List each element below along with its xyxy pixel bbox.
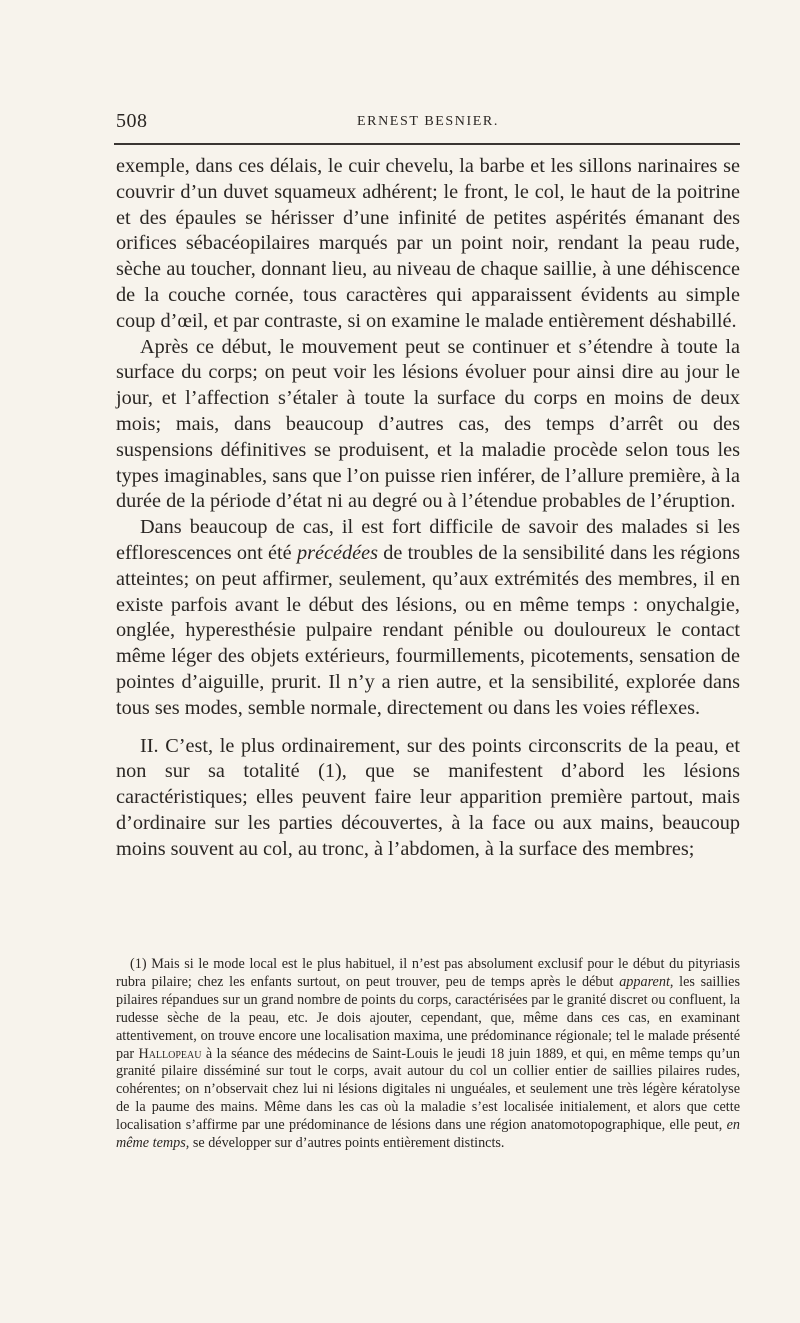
footnote-text-a: (1) Mais si le mode local est le plus habituel, il n’est pas absolument exclusif pour le début du pityriasis rubra pilaire; chez les enfants surtout, on peut trouver, peu de temps après le début: [116, 956, 740, 990]
paragraph-4: II. C’est, le plus ordinairement, sur des points circonscrits de la peau, et non sur sa totalité (1), que se manifestent d’abord les lésions caractéristiques; elles peuvent faire leur apparition première partout, mais d’ordinaire sur les parties découvertes, à la face ou aux mains, beaucoup moins souvent au col, au tronc, à l’abdomen, à la surface des membres;: [116, 734, 740, 860]
paragraph-2: Après ce début, le mouvement peut se continuer et s’étendre à toute la surface du corps; on peut voir les lésions évoluer pour ainsi dire au jour le jour, et l’affection s’étaler à toute la surface du corps en moins de deux mois; mais, dans beaucoup d’autres cas, des temps d’arrêt ou des suspensions définitives se produisent, et la maladie procède selon tous les types imaginables, sans que l’on puisse rien inférer, de l’allure première, à la durée de la période d’état ni au degré ou à l’étendue probables de l’éruption.: [116, 335, 740, 513]
page-number: 508: [116, 110, 148, 132]
paragraph-1: exemple, dans ces délais, le cuir chevelu, la barbe et les sillons narinaires se couvrir d’un duvet squameux adhérent; le front, le col, le haut de la poitrine et des épaules se hérisser d’une infinité de petites aspérités émanant des orifices sébacéopilaires marqués par un point noir, rendant la peau rude, sèche au toucher, donnant lieu, au niveau de chaque saillie, à une déhiscence de la couche cornée, tous caractères qui apparaissent évidents au simple coup d’œil, et par contraste, si on examine le malade entièrement déshabillé.: [116, 155, 740, 332]
footnotes: [116, 956, 740, 1153]
footnote-emphasis-1: apparent: [619, 973, 670, 990]
paragraph-3: [116, 515, 740, 721]
page-header: [116, 110, 740, 134]
running-title: ERNEST BESNIER.: [357, 114, 499, 129]
header-rule: [114, 143, 740, 145]
footnote-text-d: se développer sur d’autres points entièrement distincts.: [189, 1135, 505, 1152]
paragraph-3-text-a: Dans beaucoup de cas, il est fort difficile de savoir des malades si les efflorescences ont été: [116, 516, 740, 564]
paragraph-3-text-b: de troubles de la sensibilité dans les régions atteintes; on peut affirmer, seulement, qu’aux extrémités des membres, il en existe parfois avant le début des lésions, ou en même temps : onychalgie, onglée, hyperesthésie pulpaire rendant pénible ou douloureux le contact même léger des objets extérieurs, fourmillements, picotements, sensation de pointes d’aiguille, prurit. Il n’y a rien autre, et la sensibilité, explorée dans tous ses modes, semble normale, directement ou dans les voies réflexes.: [116, 541, 740, 719]
paragraph-3-emphasis: précédées: [296, 541, 379, 564]
footnote-text-c: à la séance des médecins de Saint-Louis le jeudi 18 juin 1889, et qui, en même temps qu’un granité pilaire disséminé sur tout le corps, avait autour du col un collier entier de saillies pilaires rudes, cohérentes; on n’observait chez lui ni lésions digitales ni unguéales, et seulement une très légère kératolyse de la paume des mains. Même dans les cas où la maladie s’est localisée initialement, et alors que cette localisation s’affirme par une prédominance de lésions dans une région anatomotopographique, elle peut,: [116, 1045, 740, 1134]
footnote-1: [116, 956, 740, 1153]
footnote-author-name: Hallopeau: [138, 1045, 202, 1062]
footnote-text-b: , les saillies pilaires répandues sur un grand nombre de points du corps, caractérisées par le granité discret ou confluent, la rudesse sèche de la peau, etc. Je dois ajouter, cependant, que, même dans ces cas, en examinant attentivement, on trouve encore une localisation maxima, une prédominance régionale; tel le malade présenté par: [116, 973, 740, 1062]
main-text: [116, 154, 740, 863]
footnote-emphasis-2: en même temps,: [116, 1117, 740, 1152]
